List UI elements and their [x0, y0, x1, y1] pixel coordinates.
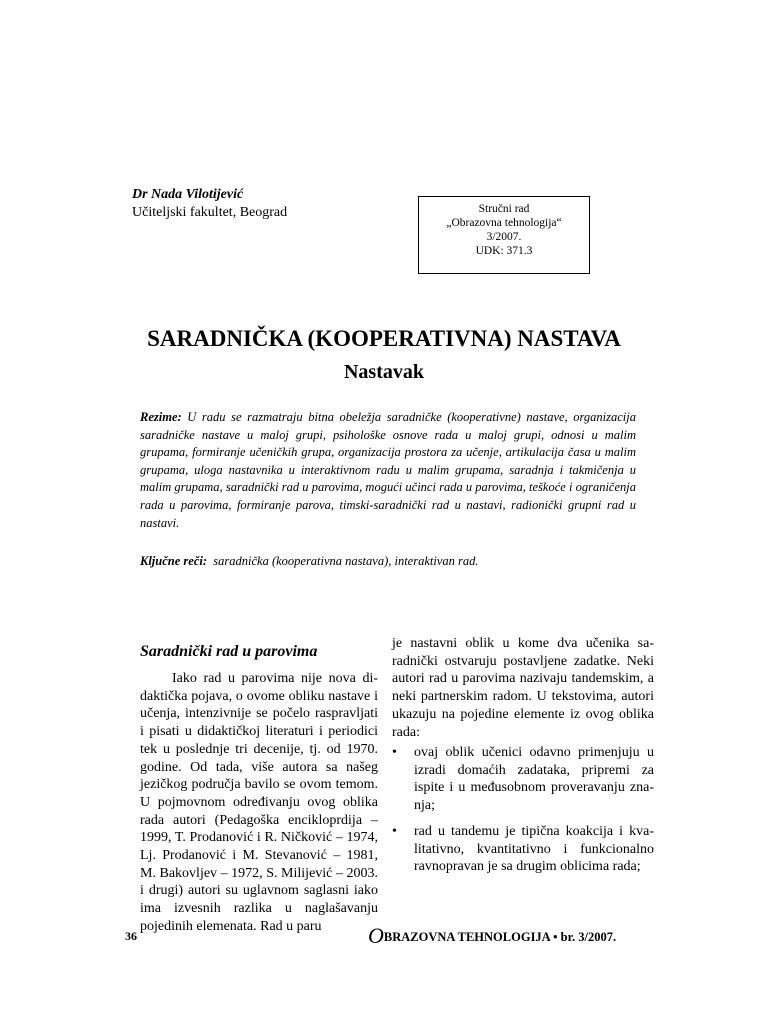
article-info-box	[418, 196, 590, 274]
footer-journal	[368, 923, 617, 948]
journal-issue: br. 3/2007.	[560, 930, 617, 944]
paper-subtitle: Nastavak	[343, 361, 424, 383]
abstract-text: U radu se razmatraju bitna obeležja saradničke (kooperativne) nastave, organizacija saradničke nastave u maloj grupi, psihološke osnove rada u maloj grupi, odnosi u malim grupama, formiranje učeničkih grupa, organizacija prostora za učenje, artikulacija časa u malim grupama, uloga nastavnika u interaktivnom radu u malim grupama, saradnja i takmičenja u malim grupama, saradnički rad u parovima, mogući učinci rada u parovima, teškoće i ograničenja rada u parovima, formiranje parova, timski-saradnički rad u nastavi, radionički grupni rad u nastavi.	[140, 410, 637, 530]
left-column-paragraph: Iako rad u parovima nije nova didaktička pojava, o ovome obliku nastave i učenja, intenzivnije se počelo raspravljati i pisati u didaktičkoj literaturi i periodici tek u poslednje tri decenije, tj. od 1970. godine. Od tada, više autora sa našeg jezičkog područja bavilo se ovom temom. U pojmovnom određivanju ovog oblika rada autori (Pedagoška encikloprdija – 1999, T. Prodanović i R. Ničković – 1974, Lj. Prodanović i M. Stevanović – 1981, M. Bakovljev – 1972, S. Milijević – 2003. i drugi) autori su uglavnom saglasni iako ima izvesnih razlika u naglašavanju pojedinih elemenata. Rad u paru	[140, 671, 378, 934]
author-block	[132, 186, 287, 222]
info-box-journal: „Obrazovna tehnologija“	[446, 217, 562, 229]
bullet-list	[392, 744, 654, 884]
right-column-paragraph: je nastavni oblik u kome dva učenika saradnički ostvaruju postavljene zadatke. Neki autori rad u parovima nazivaju tandemskim, a neki partnerskim radom. U tekstovima, autori ukazuju na pojedine elemente iz ovog oblika rada:	[392, 636, 654, 740]
author-affiliation: Učiteljski fakultet, Beograd	[132, 205, 288, 220]
info-box-issue: 3/2007.	[486, 231, 522, 243]
bullet-icon: •	[392, 823, 397, 839]
keywords	[140, 553, 636, 570]
info-box-udk: UDK: 371.3	[475, 245, 533, 257]
author-name: Dr Nada Vilotijević	[132, 187, 244, 202]
section-heading: Saradnički rad u parovima	[140, 643, 318, 660]
bullet-text: rad u tandemu je tipična koakcija i kvalitativno, kvantitativno i funkcionalno ravnopravan je sa drugim oblicima rada;	[414, 823, 654, 875]
list-item	[392, 823, 654, 876]
keywords-label: Ključne reči:	[140, 554, 208, 568]
keywords-text: saradnička (kooperativna nastava), interaktivan rad.	[213, 554, 479, 568]
abstract-label: Rezime:	[140, 410, 182, 424]
list-item	[392, 744, 654, 815]
bullet-text: ovaj oblik učenici odavno primenjuju u izradi domaćih zadataka, pripremi za ispite i u međusobnom proveravanju znanja;	[414, 745, 654, 814]
info-box-type: Stručni rad	[478, 203, 530, 215]
journal-initial: O	[368, 923, 384, 948]
paper-title: SARADNIČKA (KOOPERATIVNA) NASTAVA	[147, 326, 621, 351]
abstract	[140, 409, 636, 532]
footer-bullet: •	[553, 930, 558, 944]
bullet-icon: •	[392, 745, 397, 760]
page-number: 36	[125, 929, 137, 943]
journal-name: BRAZOVNA TEHNOLOGIJA	[383, 930, 551, 944]
